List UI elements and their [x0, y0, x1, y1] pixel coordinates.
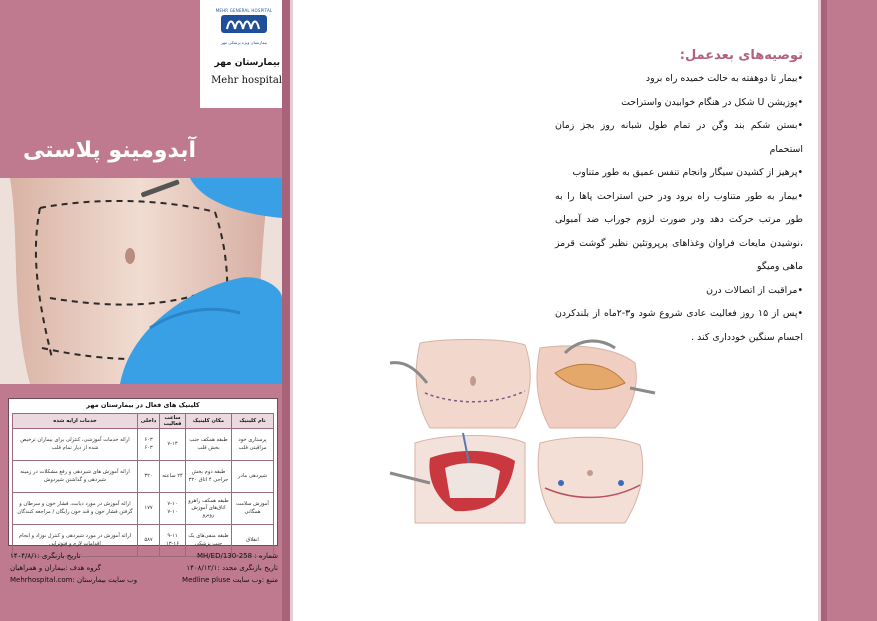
table-cell: ۹-۱۱ ۱۳-۱۶ [160, 525, 186, 557]
footer-code: شماره : MH/ED/130-258 [197, 552, 278, 560]
abdomen-photo [0, 178, 282, 384]
surgery-steps-illustration [385, 333, 660, 528]
table-cell: پرستاری خود مراقبتی قلب [232, 429, 274, 461]
logo-mark-icon [213, 13, 275, 35]
clinic-table-title: کلینیک های فعال در بیمارستان مهر [86, 401, 200, 409]
document-footer [10, 548, 278, 618]
table-cell: ارائه خدمات آموزشی، کنترلی برای بیماران ترخیص شده از دیار تمام قلب [13, 429, 138, 461]
table-cell: ۲۴ ساعته [160, 461, 186, 493]
table-cell: آموزش سلامت همگانی [232, 493, 274, 525]
table-cell: ۷-۱۴ [160, 429, 186, 461]
logo-top-text: MEHR GENERAL HOSPITAL [215, 8, 273, 13]
left-divider-stripe [282, 0, 290, 621]
table-row [13, 461, 274, 493]
header-extension: داخلی [138, 414, 160, 429]
footer-website: وب سایت بیمارستان :Mehrhospital.com [10, 576, 138, 584]
table-cell: ارائه آموزش در مورد دیابت، فشار خون و سرطان و گرفتن فشار خون و قند خون رایگان / مراجعه کنندگان [13, 493, 138, 525]
right-panel [827, 0, 877, 621]
table-row [13, 493, 274, 525]
instruction-item: •بیمار به طور متناوب راه برود ودر حین استراحت پاها را به طور مرتب حرکت دهد ودر صورت لزوم جوراب ضد آمبولی ،نوشیدن مایعات فراوان وغذاهای پرپروتئین نظیر گوشت قرمز ماهی ومیگو [555, 190, 803, 272]
table-cell: طبقه همکف راهرو اتاق‌های آموزش روبرو [186, 493, 232, 525]
clinic-table-card [8, 398, 278, 546]
table-cell: ارائه آموزش های شیردهی و رفع مشکلات در زمینه شیردهی و گذاشتن شیردوش [13, 461, 138, 493]
instruction-item: •بیمار تا دوهفته به حالت خمیده راه برود [645, 73, 803, 84]
table-row [13, 429, 274, 461]
instruction-item: •پرهیز از کشیدن سیگار وانجام تنفس عمیق به طور متناوب [572, 167, 803, 178]
logo-caption: بیمارستان ویژه پزشکی مهر [220, 40, 268, 45]
hospital-name-en: Mehr hospital [211, 75, 282, 86]
table-cell: ۷-۱۰ ۷-۱۰ [160, 493, 186, 525]
post-op-instructions [555, 48, 803, 349]
table-cell: ۶۰۳ ۶۰۳ [138, 429, 160, 461]
instructions-heading: توصیه‌های بعدعمل: [679, 48, 803, 63]
table-cell: ارائه آموزش در مورد شیردهی و کنترل نوزاد و انجام اقدامات لازم و فتوتراپی [13, 525, 138, 557]
clinic-table-header-row [13, 414, 274, 429]
table-cell: ۳۲۰ [138, 461, 160, 493]
hospital-logo [213, 8, 275, 52]
instruction-item: •پس از ۱۵ روز فعالیت عادی شروع شود و۳-۲ماه از بلندکردن اجسام سنگین خودداری کند . [555, 308, 803, 343]
footer-target-group: گروه هدف :بیماران و همراهیان [10, 564, 101, 572]
header-clinic-name: نام کلینیک [232, 414, 274, 429]
header-clinic-location: مکان کلینیک [186, 414, 232, 429]
instruction-item: •پوزیشن U شکل در هنگام خوابیدن واستراحت [621, 96, 803, 108]
table-cell: طبقه منفی‌های یک جنب پزشکی [186, 525, 232, 557]
table-cell: ۱۷۷ [138, 493, 160, 525]
instruction-item: •بستن شکم بند وگن در تمام طول شبانه روز بجز زمان استحمام [555, 120, 803, 155]
instruction-item: •مراقبت از اتصالات درن [706, 284, 803, 296]
footer-source: منبع :وب سایت Medline pluse [182, 576, 278, 584]
left-divider-stripe-light [290, 0, 293, 621]
header-services: خدمات ارایه شده [13, 414, 138, 429]
table-cell: شیردهی مادر [232, 461, 274, 493]
surgery-steps-drawing [385, 333, 660, 528]
procedure-title: آبدومینو پلاستی [22, 138, 196, 163]
header-hours: ساعت فعالیت [160, 414, 186, 429]
clinic-table [12, 413, 274, 557]
footer-review-date: تاریخ بازنگری :۱۴۰۴/۸/۱ [10, 552, 81, 560]
table-cell: طبقه دوم بخش جراحی ۴ اتاق ۳۲۰ [186, 461, 232, 493]
table-cell: ۵۸۷ [138, 525, 160, 557]
hospital-name-fa: بیمارستان مهر [214, 58, 280, 68]
table-cell: انفلاق [232, 525, 274, 557]
footer-next-review: تاریخ بازنگری مجدد :۱۴۰۸/۱۲/۱ [186, 564, 278, 572]
abdomen-illustration [0, 178, 282, 384]
table-cell: طبقه همکف جنب بخش قلب [186, 429, 232, 461]
